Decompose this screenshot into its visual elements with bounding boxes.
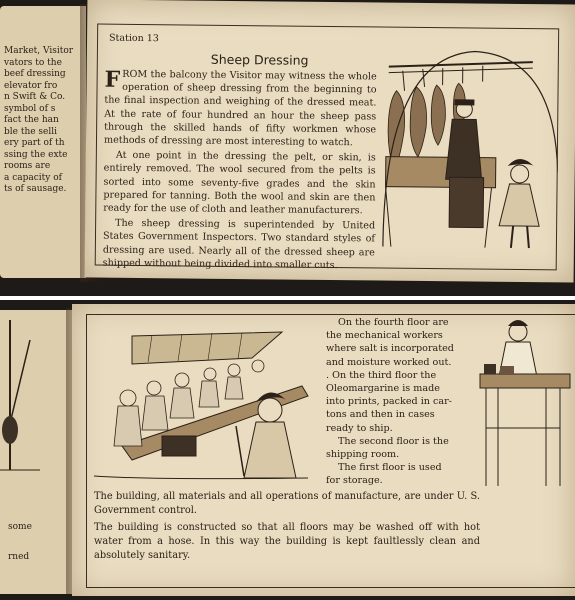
paragraph-2: At one point in the dressing the pelt, or skin, is entirely removed. The wool secured from the pelts is sorted into some seventy-five grades and the skin prepared for tanning. Both the wool and skin are then ready for the use of cloth and leather manufacturers. <box>103 149 376 217</box>
column-line: and moisture worked out. <box>326 356 452 368</box>
paragraph-3: The sheep dressing is superintended by United States Government Inspectors. Two standard styles of dressing are used. Nearly all of the dressed sheep are shipped without being divided into smaller cuts. <box>102 217 376 271</box>
left-fragment-text: Market, Visitor vators to the beef dressing elevator fro n Swift & Co. symbol of s fact the han ble the selli ery part of th ssing the exte rooms are a capacity of ts of sausage. <box>4 46 74 194</box>
bottom-right-page <box>72 304 575 596</box>
paragraph-1-text: ROM the balcony the Visitor may witness the whole operation of sheep dressing from the beginning to the final inspection and weighing of the dressed meat. At the rate of four hundred an hour the sheep pass through the skilled hands of fifty workmen whose methods of dressing are most interesting to watch. <box>103 68 377 149</box>
column-line: ready to ship. <box>326 422 393 434</box>
column-line: tons and then in cases <box>326 409 435 421</box>
left-page-illustration-fragment <box>0 320 70 480</box>
column-line: shipping room. <box>326 449 400 461</box>
bottom-body-text <box>94 490 480 563</box>
left-fragment-some: some <box>8 522 32 532</box>
column-line: into prints, packed in car- <box>326 396 452 408</box>
page-title: Sheep Dressing <box>210 51 309 68</box>
workers-illustration <box>92 326 310 482</box>
top-photo <box>0 0 575 296</box>
top-left-page <box>0 6 86 278</box>
top-right-page <box>85 0 575 283</box>
woman-at-table-illustration <box>476 318 575 488</box>
column-line: The second floor is the <box>338 435 449 447</box>
column-line: . On the third floor the <box>326 369 437 381</box>
column-line: the mechanical workers <box>326 330 443 342</box>
left-fragment-rned: rned <box>8 552 30 562</box>
station-label: Station 13 <box>109 32 159 45</box>
bottom-left-page <box>0 310 72 594</box>
column-line: The first floor is used <box>338 462 442 474</box>
bottom-photo <box>0 300 575 600</box>
paragraph-1 <box>104 68 377 150</box>
column-line: On the fourth floor are <box>338 317 449 328</box>
column-line: where salt is incorporated <box>326 343 454 355</box>
drop-cap: F <box>104 66 121 93</box>
column-line: for storage. <box>326 475 383 487</box>
bottom-paragraph-2: The building is constructed so that all floors may be washed off with hot water from a hose. In this way the building is kept faultlessly clean and absolutely sanitary. <box>94 522 480 561</box>
top-body-text <box>103 68 377 275</box>
sheep-dressing-illustration <box>381 47 559 255</box>
bottom-paragraph-1: The building, all materials and all operations of manufacture, are under U. S. Government control. <box>94 491 480 516</box>
column-line: Oleomargarine is made <box>326 383 440 395</box>
floors-column-text <box>326 316 466 488</box>
